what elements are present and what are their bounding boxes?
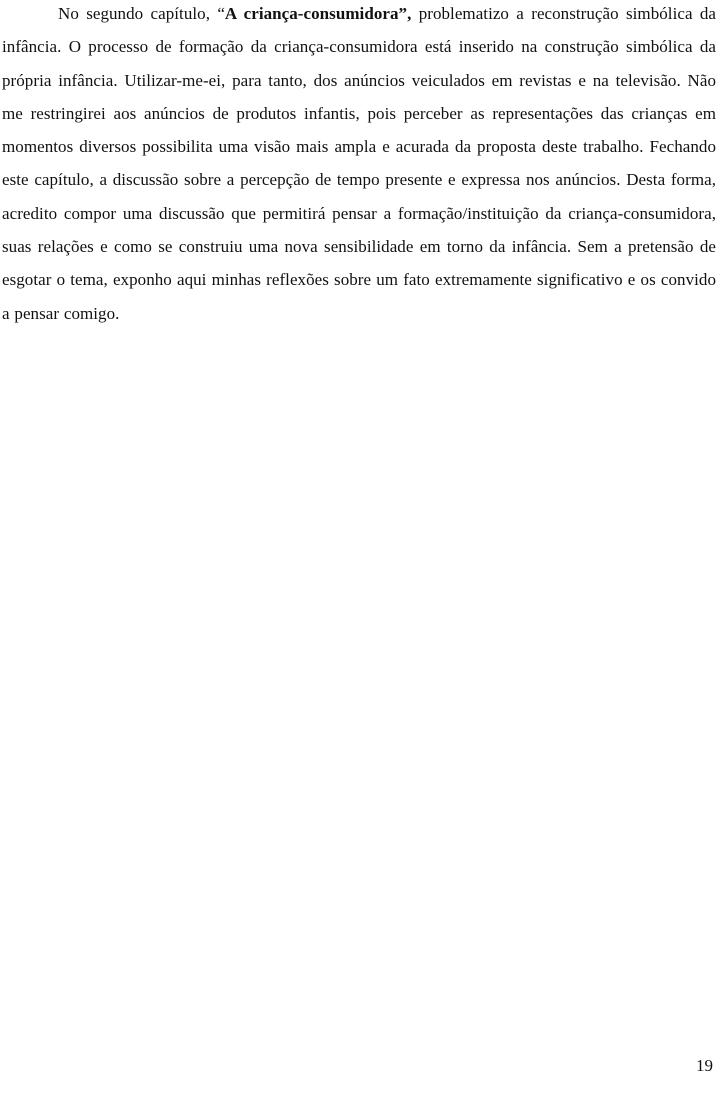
chapter-title: A criança-consumidora”, (224, 4, 412, 23)
page-number: 19 (696, 1056, 713, 1075)
body-paragraph (2, 0, 716, 330)
paragraph-body: problematizo a reconstrução simbólica da infância. O processo de formação da criança-consumidora está inserido na construção simbólica da própria infância. Utilizar-me-ei, para tanto, dos anúncios veiculados em revistas e na televisão. Não me restringirei aos anúncios de produtos infantis, pois perceber as representações das crianças em momentos diversos possibilita uma visão mais ampla e acurada da proposta deste trabalho. Fechando este capítulo, a discussão sobre a percepção de tempo presente e expressa nos anúncios. Desta forma, acredito compor uma discussão que permitirá pensar a formação/instituição da criança-consumidora, suas relações e como se construiu uma nova sensibilidade em torno da infância. Sem a pretensão de esgotar o tema, exponho aqui minhas reflexões sobre um fato extremamente significativo e os convido a pensar comigo. (2, 4, 717, 323)
paragraph-intro: No segundo capítulo, “ (58, 4, 225, 23)
